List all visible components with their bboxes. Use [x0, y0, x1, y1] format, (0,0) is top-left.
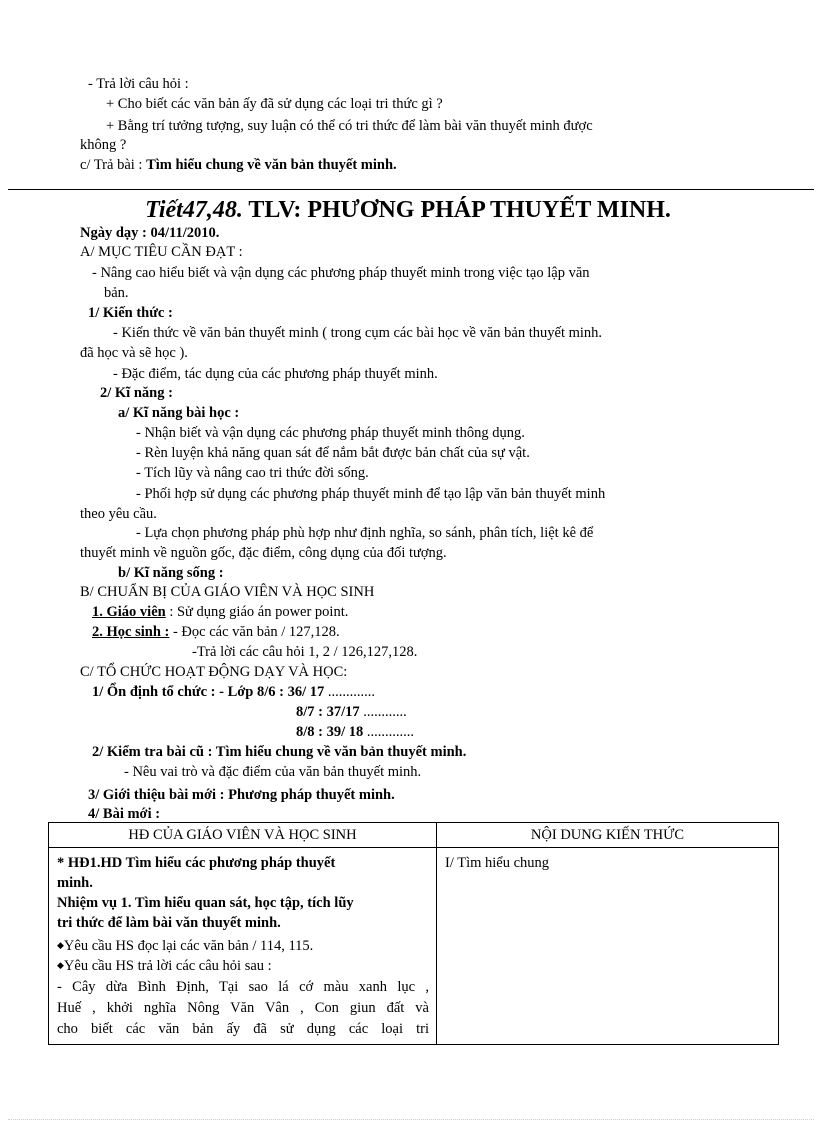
task-1-heading: Nhiệm vụ 1. Tìm hiểu quan sát, học tập, tích lũy	[57, 895, 354, 911]
class-87-text: 8/7 : 37/17	[296, 704, 360, 720]
answer-questions-line: - Trả lời câu hỏi :	[88, 76, 189, 92]
teacher-prep	[92, 604, 348, 621]
section-a-heading: A/ MỤC TIÊU CẦN ĐẠT :	[80, 244, 243, 260]
table-header-row	[49, 823, 779, 848]
instruction-answer-text: Yêu cầu HS trả lời các câu hỏi sau :	[63, 958, 272, 974]
diamond-bullet-icon: ◆	[57, 940, 64, 950]
objective-intro: - Nâng cao hiểu biết và vận dụng các phương pháp thuyết minh trong việc tạo lập văn	[92, 265, 590, 281]
old-lesson-question: - Nêu vai trò và đặc điểm của văn bản thuyết minh.	[124, 764, 422, 780]
lesson-activity-table	[48, 822, 779, 1045]
knowledge-item-1-cont: đã học và sẽ học ).	[80, 345, 188, 361]
text-list-line-3: cho biết các văn bản ấy đã sử dụng các loại tri	[57, 1021, 429, 1037]
knowledge-heading: 1/ Kiến thức :	[88, 305, 173, 321]
activities-cell	[49, 848, 437, 1045]
table-row	[49, 848, 779, 1045]
student-text-2: -Trả lời các câu hỏi 1, 2 / 126,127,128.	[192, 644, 418, 660]
question-2: + Bằng trí tưởng tượng, suy luận có thể có tri thức để làm bài văn thuyết minh được	[106, 118, 593, 134]
old-lesson-check: 2/ Kiểm tra bài cũ : Tìm hiểu chung về văn bản thuyết minh.	[92, 744, 467, 760]
class-organization	[92, 684, 375, 701]
return-lesson-topic: Tìm hiểu chung về văn bản thuyết minh.	[146, 157, 397, 173]
skill-item-1: - Nhận biết và vận dụng các phương pháp thuyết minh thông dụng.	[136, 425, 525, 441]
skill-item-5: - Lựa chọn phương pháp phù hợp như định nghĩa, so sánh, phân tích, liệt kê để	[136, 525, 594, 541]
instruction-read-text: Yêu cầu HS đọc lại các văn bản / 114, 115.	[63, 938, 314, 954]
new-lesson-intro: 3/ Giới thiệu bài mới : Phương pháp thuyết minh.	[88, 787, 395, 803]
task-1-heading-cont: tri thức để làm bài văn thuyết minh.	[57, 915, 281, 931]
class-87-dots: ............	[359, 704, 407, 720]
skill-item-2: - Rèn luyện khả năng quan sát để nắm bắt được bản chất của sự vật.	[136, 445, 530, 461]
content-cell	[437, 848, 779, 1045]
general-understanding-heading: I/ Tìm hiểu chung	[445, 855, 550, 871]
instruction-read	[57, 937, 313, 955]
skills-heading: 2/ Kĩ năng :	[100, 385, 173, 401]
class-88	[296, 724, 414, 741]
return-lesson-line	[80, 157, 397, 174]
objective-intro-cont: bản.	[104, 285, 129, 301]
activity-heading-cont: minh.	[57, 875, 93, 891]
col-activities-header: HĐ CỦA GIÁO VIÊN VÀ HỌC SINH	[49, 823, 437, 848]
skill-item-3: - Tích lũy và nâng cao tri thức đời sống.	[136, 465, 369, 481]
section-b-heading: B/ CHUẨN BỊ CỦA GIÁO VIÊN VÀ HỌC SINH	[80, 584, 375, 600]
lesson-skills-heading: a/ Kĩ năng bài học :	[118, 405, 240, 421]
section-divider	[8, 189, 814, 190]
skill-item-4-cont: theo yêu cầu.	[80, 506, 157, 522]
class-organization-text: 1/ Ổn định tổ chức : - Lớp 8/6 : 36/ 17	[92, 684, 325, 700]
return-lesson-label: c/ Trả bài :	[80, 157, 147, 173]
text-list-line-1: - Cây dừa Bình Định, Tại sao lá cớ màu xanh lục ,	[57, 979, 429, 995]
student-prep	[92, 624, 340, 641]
teaching-date: Ngày dạy : 04/11/2010.	[80, 225, 220, 241]
text-list-line-2: Huế , khởi nghĩa Nông Văn Vân , Con giun đất và	[57, 1000, 429, 1016]
diamond-bullet-icon: ◆	[57, 960, 64, 970]
knowledge-item-1: - Kiến thức về văn bản thuyết minh ( trong cụm các bài học về văn bản thuyết minh.	[113, 325, 603, 341]
instruction-answer	[57, 957, 272, 975]
col-content-header: NỘI DUNG KIẾN THỨC	[437, 823, 779, 848]
activity-heading: * HĐ1.HD Tìm hiểu các phương pháp thuyết	[57, 855, 336, 871]
class-88-text: 8/8 : 39/ 18	[296, 724, 364, 740]
lesson-name: TLV: PHƯƠNG PHÁP THUYẾT MINH.	[242, 197, 671, 223]
question-1: + Cho biết các văn bản ấy đã sử dụng các loại tri thức gì ?	[106, 96, 443, 112]
class-88-dots: .............	[363, 724, 415, 740]
student-text-1: - Đọc các văn bản / 127,128.	[169, 624, 340, 640]
page-footer-rule	[8, 1119, 814, 1120]
knowledge-item-2: - Đặc điểm, tác dụng của các phương pháp thuyết minh.	[113, 366, 438, 382]
new-lesson-heading: 4/ Bài mới :	[88, 806, 161, 822]
skill-item-5-cont: thuyết minh về nguồn gốc, đặc điểm, công dụng của đối tượng.	[80, 545, 447, 561]
teacher-text: : Sử dụng giáo án power point.	[165, 604, 349, 620]
class-86-dots: .............	[324, 684, 375, 700]
teacher-label: 1. Giáo viên	[92, 604, 166, 620]
lesson-number: Tiết47,48.	[145, 197, 243, 223]
question-2-continued: không ?	[80, 137, 127, 153]
section-c-heading: C/ TỔ CHỨC HOẠT ĐỘNG DẠY VÀ HỌC:	[80, 664, 348, 680]
skill-item-4: - Phối hợp sử dụng các phương pháp thuyết minh để tạo lập văn bản thuyết minh	[136, 486, 606, 502]
life-skills-heading: b/ Kĩ năng sống :	[118, 565, 224, 581]
class-87	[296, 704, 407, 721]
lesson-title	[0, 197, 816, 224]
student-label: 2. Học sinh :	[92, 624, 170, 640]
